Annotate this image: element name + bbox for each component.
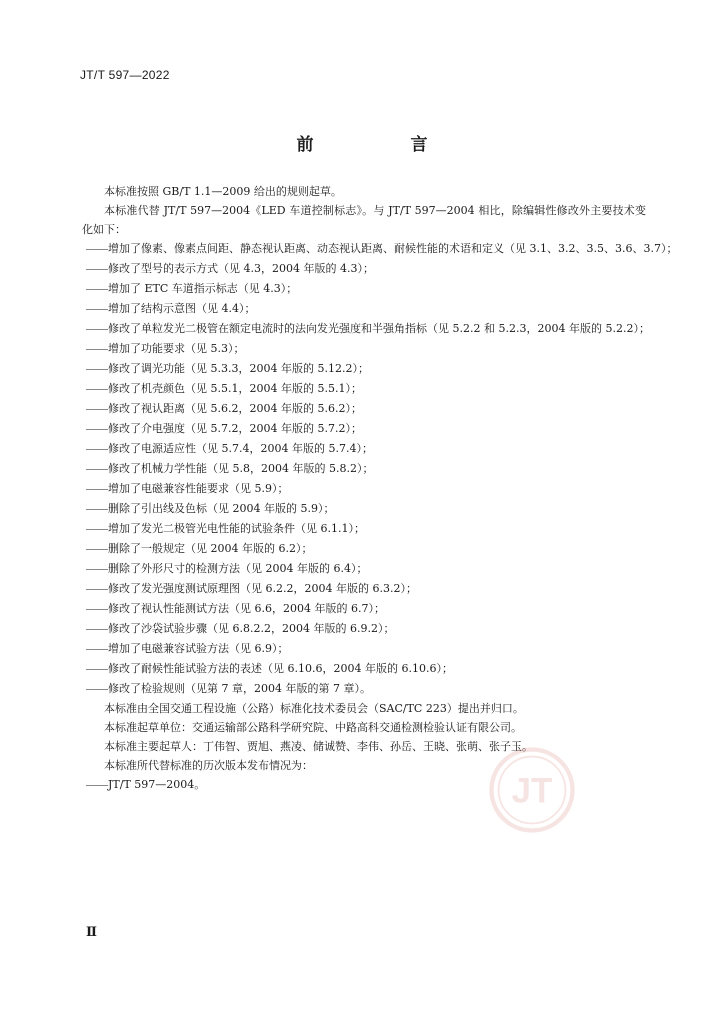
list-item-text: 删除了引出线及色标（见 2004 年版的 5.9）； bbox=[108, 502, 335, 515]
list-item bbox=[60, 319, 694, 339]
seal-text: JT bbox=[511, 771, 553, 811]
dash: —— bbox=[86, 663, 108, 675]
list-item-text: 修改了视认距离（见 5.6.2，2004 年版的 5.6.2）； bbox=[108, 402, 362, 415]
dash: —— bbox=[86, 283, 108, 295]
dash: —— bbox=[86, 303, 108, 315]
list-item bbox=[60, 259, 694, 279]
list-item-text: 修改了调光功能（见 5.3.3，2004 年版的 5.12.2）； bbox=[108, 362, 369, 375]
change-list bbox=[82, 239, 678, 699]
list-item bbox=[60, 519, 694, 539]
dash: —— bbox=[86, 583, 108, 595]
dash: —— bbox=[86, 343, 108, 355]
list-item-text: 增加了 ETC 车道指示标志（见 4.3）； bbox=[108, 282, 298, 295]
list-item bbox=[60, 239, 694, 259]
dash: —— bbox=[86, 643, 108, 655]
list-item bbox=[60, 359, 694, 379]
list-item bbox=[60, 579, 694, 599]
list-item bbox=[60, 639, 694, 659]
list-item-text: 增加了像素、像素点间距、静态视认距离、动态视认距离、耐候性能的术语和定义（见 3.1、3.2、3.5、3.6、3.7）； bbox=[108, 242, 678, 255]
list-item bbox=[60, 599, 694, 619]
dash: —— bbox=[86, 383, 108, 395]
list-item-text: 修改了电源适应性（见 5.7.4，2004 年版的 5.7.4）； bbox=[108, 442, 373, 455]
list-item-text: 修改了检验规则（见第 7 章，2004 年版的第 7 章）。 bbox=[108, 682, 371, 695]
dash: —— bbox=[86, 483, 108, 495]
dash: —— bbox=[86, 683, 108, 695]
dash: —— bbox=[86, 263, 108, 275]
list-item bbox=[60, 439, 694, 459]
dash: —— bbox=[86, 543, 108, 555]
dash: —— bbox=[86, 623, 108, 635]
list-item bbox=[60, 399, 694, 419]
list-item bbox=[60, 479, 694, 499]
dash: —— bbox=[86, 363, 108, 375]
dash: —— bbox=[86, 403, 108, 415]
list-item-text: 删除了一般规定（见 2004 年版的 6.2）； bbox=[108, 542, 313, 555]
dash: —— bbox=[86, 243, 108, 255]
page-number: Ⅱ bbox=[86, 924, 97, 939]
list-item-text: 修改了耐候性能试验方法的表述（见 6.10.6，2004 年版的 6.10.6）； bbox=[108, 662, 453, 675]
dash: —— bbox=[86, 779, 108, 791]
list-item-text: 增加了电磁兼容试验方法（见 6.9）； bbox=[108, 642, 289, 655]
list-item-text: 修改了视认性能测试方法（见 6.6，2004 年版的 6.7）； bbox=[108, 602, 385, 615]
list-item bbox=[60, 499, 694, 519]
dash: —— bbox=[86, 463, 108, 475]
list-item-text: 修改了机械力学性能（见 5.8，2004 年版的 5.8.2）； bbox=[108, 462, 374, 475]
list-item bbox=[60, 659, 694, 679]
dash: —— bbox=[86, 563, 108, 575]
paragraph: 本标准起草单位：交通运输部公路科学研究院、中路高科交通检测检验认证有限公司。 bbox=[104, 721, 522, 734]
dash: —— bbox=[86, 503, 108, 515]
list-item-text: 增加了电磁兼容性能要求（见 5.9）； bbox=[108, 482, 289, 495]
list-item bbox=[60, 339, 694, 359]
list-item-text: 修改了型号的表示方式（见 4.3，2004 年版的 4.3）； bbox=[108, 262, 374, 275]
paragraph: 本标准由全国交通工程设施（公路）标准化技术委员会（SAC/TC 223）提出并归口。 bbox=[104, 702, 524, 715]
dash: —— bbox=[86, 603, 108, 615]
dash: —— bbox=[86, 423, 108, 435]
history-item bbox=[60, 775, 694, 795]
dash: —— bbox=[86, 443, 108, 455]
list-item-text: 增加了发光二极管光电性能的试验条件（见 6.1.1）； bbox=[108, 522, 365, 535]
list-item bbox=[60, 539, 694, 559]
paragraph: 本标准按照 GB/T 1.1—2009 给出的规则起草。 bbox=[104, 185, 342, 198]
list-item-text: 修改了机壳颜色（见 5.5.1，2004 年版的 5.5.1）； bbox=[108, 382, 362, 395]
list-item bbox=[60, 559, 694, 579]
list-item bbox=[60, 299, 694, 319]
paragraph: 本标准主要起草人：丁伟智、贾旭、燕凌、储诚赞、李伟、孙岳、王晓、张萌、张子玉。 bbox=[104, 740, 533, 753]
list-item bbox=[60, 419, 694, 439]
list-item bbox=[60, 279, 694, 299]
list-item bbox=[60, 459, 694, 479]
paragraph: 本标准代替 JT/T 597—2004《LED 车道控制标志》。与 JT/T 597—2004 相比，除编辑性修改外主要技术变化如下： bbox=[82, 204, 646, 236]
document-body bbox=[82, 182, 678, 795]
list-item bbox=[60, 679, 694, 699]
standard-code-header: JT/T 597—2022 bbox=[80, 68, 170, 82]
paragraph: 本标准所代替标准的历次版本发布情况为： bbox=[104, 759, 313, 772]
history-text: JT/T 597—2004。 bbox=[108, 778, 206, 791]
list-item-text: 删除了外形尺寸的检测方法（见 2004 年版的 6.4）； bbox=[108, 562, 368, 575]
list-item-text: 修改了沙袋试验步骤（见 6.8.2.2，2004 年版的 6.9.2）； bbox=[108, 622, 395, 635]
list-item-text: 增加了结构示意图（见 4.4）； bbox=[108, 302, 256, 315]
page-title: 前 言 bbox=[296, 135, 468, 155]
list-item bbox=[60, 619, 694, 639]
list-item-text: 修改了介电强度（见 5.7.2，2004 年版的 5.7.2）； bbox=[108, 422, 362, 435]
list-item-text: 修改了发光强度测试原理图（见 6.2.2，2004 年版的 6.3.2）； bbox=[108, 582, 417, 595]
jt-seal-icon bbox=[488, 746, 576, 834]
list-item-text: 增加了功能要求（见 5.3）； bbox=[108, 342, 245, 355]
list-item-text: 修改了单粒发光二极管在额定电流时的法向发光强度和半强角指标（见 5.2.2 和 5.2.3，2004 年版的 5.2.2）； bbox=[108, 322, 650, 335]
list-item bbox=[60, 379, 694, 399]
dash: —— bbox=[86, 523, 108, 535]
dash: —— bbox=[86, 323, 108, 335]
